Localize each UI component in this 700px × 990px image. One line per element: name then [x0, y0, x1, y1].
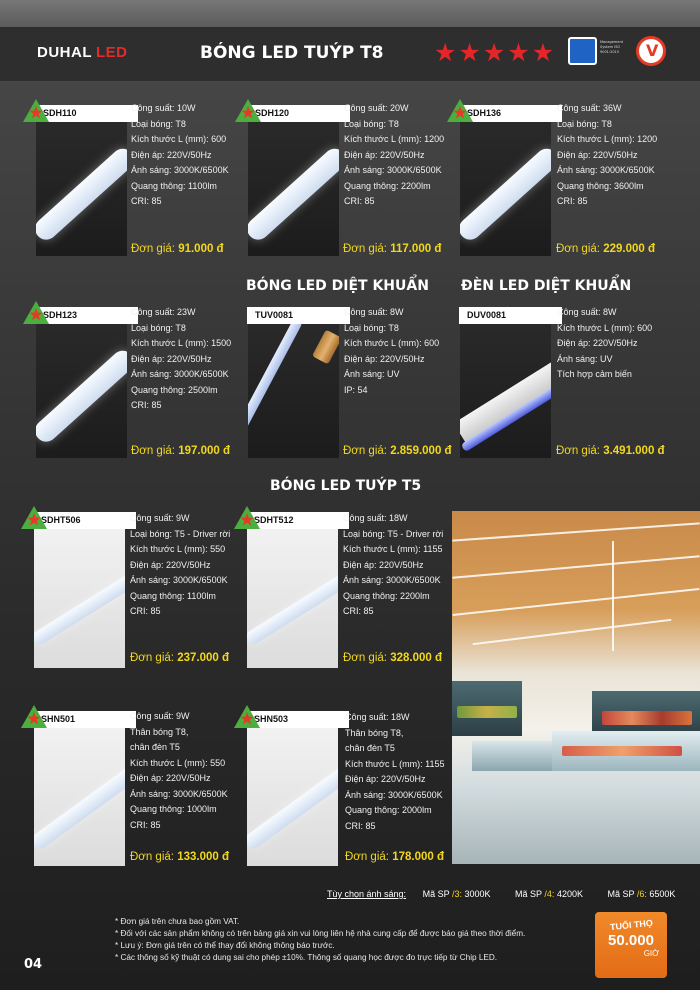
spec-line: Điện áp: 220V/50Hz [130, 559, 211, 570]
star-icon: ★ [434, 38, 457, 67]
footnote: * Lưu ý: Đơn giá trên có thể thay đổi không thông báo trước. [115, 941, 335, 950]
product-image [248, 105, 339, 256]
spec-line: Công suất: 23W [131, 307, 196, 317]
price-label: Đơn giá: [343, 445, 387, 457]
color-option-3000k [423, 889, 513, 899]
spec-line: Điện áp: 220V/50Hz [131, 149, 212, 160]
spec-line: Ánh sáng: 3000K/6500K [345, 789, 443, 800]
spec-line: Ánh sáng: 3000K/6500K [343, 575, 441, 585]
product-image [34, 712, 125, 866]
spec-line: Công suất: 20W [344, 103, 409, 113]
price [343, 652, 442, 664]
option-value: 3000K [464, 889, 491, 899]
price [345, 851, 444, 863]
star-badge-icon [20, 505, 48, 533]
option-suffix: /6: [636, 889, 647, 899]
spec-line: chân đèn T5 [130, 742, 180, 752]
price-value: 91.000 đ [178, 243, 224, 255]
price [343, 445, 452, 457]
star-icon: ★ [458, 38, 481, 67]
product-code: SDH110 [35, 105, 138, 122]
section-title-antibacterial-lamp: ĐÈN LED DIỆT KHUẨN [461, 278, 632, 294]
tuv-certification-icon [568, 37, 597, 65]
spec-line: Loại bóng: T8 [557, 118, 612, 129]
spec-list [557, 101, 657, 210]
spec-line: Kích thước L (mm): 550 [130, 544, 226, 554]
page-title: BÓNG LED TUÝP T8 [200, 43, 384, 63]
spec-line: chân đèn T5 [345, 743, 395, 753]
spec-line: Công suất: 8W [344, 307, 404, 317]
spec-line: Quang thông: 2200lm [343, 590, 430, 601]
spec-line: Kích thước L (mm): 550 [130, 757, 226, 768]
price [343, 243, 441, 255]
spec-line: Công suất: 18W [345, 712, 410, 722]
star-badge-icon [446, 98, 474, 126]
product-image [247, 514, 338, 668]
price [130, 851, 229, 863]
quality-seal-icon: V [636, 36, 666, 66]
option-prefix: Mã SP [422, 889, 450, 899]
spec-line: Ánh sáng: UV [557, 353, 613, 364]
star-icon: ★ [531, 38, 555, 67]
color-option-6500k [607, 889, 675, 899]
page-number: 04 [24, 957, 43, 972]
price [556, 243, 655, 255]
price [556, 445, 665, 457]
price-label: Đơn giá: [343, 652, 387, 664]
spec-line: Quang thông: 2200lm [344, 180, 431, 191]
brand-name: DUHAL [37, 44, 92, 61]
spec-line: Ánh sáng: 3000K/6500K [131, 165, 229, 175]
tube-icon [248, 144, 339, 244]
star-icon: ★ [482, 38, 506, 67]
rating-stars [434, 40, 554, 65]
star-badge-icon [20, 704, 48, 732]
section-title-antibacterial-tube: BÓNG LED DIỆT KHUẨN [246, 278, 429, 294]
spec-line: CRI: 85 [345, 820, 376, 831]
spec-line: Điện áp: 220V/50Hz [131, 353, 212, 364]
spec-line: Ánh sáng: 3000K/6500K [131, 369, 229, 379]
tube-icon [247, 569, 338, 647]
tube-icon [36, 346, 127, 446]
spec-line: Công suất: 10W [131, 103, 196, 113]
price-value: 133.000 đ [177, 851, 229, 863]
lifetime-unit: GIỜ [643, 949, 659, 958]
spec-line: Điện áp: 220V/50Hz [345, 774, 426, 784]
lifetime-badge [595, 912, 667, 978]
supermarket-photo [452, 511, 700, 864]
certification-caption: Management System ISO 9001:2015 [600, 40, 624, 54]
price [131, 243, 224, 255]
footnote: * Đơn giá trên chưa bao gồm VAT. [115, 917, 240, 926]
spec-list [130, 511, 230, 620]
price-label: Đơn giá: [130, 652, 174, 664]
color-option-4200k [515, 889, 605, 899]
product-image [36, 307, 127, 458]
spec-line: Kích thước L (mm): 1155 [343, 544, 443, 554]
spec-line: Quang thông: 1000lm [130, 804, 217, 814]
price-value: 2.859.000 đ [390, 445, 452, 457]
option-value: 4200K [556, 889, 583, 899]
price-value: 3.491.000 đ [603, 445, 665, 457]
product-code: TUV0081 [247, 307, 350, 324]
spec-line: Quang thông: 3600lm [557, 180, 644, 191]
spec-line: IP: 54 [344, 384, 368, 395]
spec-line: Thân bóng T8, [130, 726, 189, 737]
option-suffix: /4: [544, 889, 555, 899]
star-badge-icon [22, 98, 50, 126]
spec-line: Kích thước L (mm): 1155 [345, 758, 445, 769]
price-label: Đơn giá: [556, 445, 600, 457]
spec-line: CRI: 85 [344, 196, 375, 206]
spec-line: Loại bóng: T5 - Driver rời [343, 528, 444, 539]
product-code: SDHT512 [246, 512, 349, 529]
option-prefix: Mã SP [607, 889, 635, 899]
product-code: SHN501 [33, 711, 136, 728]
product-code: DUV0081 [459, 307, 562, 324]
spec-line: CRI: 85 [131, 400, 162, 410]
footnotes [115, 916, 595, 964]
price-label: Đơn giá: [130, 851, 174, 863]
spec-line: Điện áp: 220V/50Hz [557, 149, 638, 160]
footnote: * Đối với các sản phẩm không có trên bảng giá xin vui lòng liên hệ nhà cung cấp để được báo giá theo thời điểm. [115, 929, 526, 938]
uv-tube-icon [248, 317, 303, 432]
price-value: 229.000 đ [603, 243, 655, 255]
tube-cap-icon [312, 330, 339, 365]
price-value: 328.000 đ [390, 652, 442, 664]
product-image [247, 712, 338, 866]
tube-icon [34, 765, 125, 851]
spec-line: Quang thông: 2500lm [131, 384, 218, 395]
tube-icon [34, 569, 125, 647]
price-value: 197.000 đ [178, 445, 230, 457]
spec-line: Công suất: 18W [343, 513, 408, 523]
spec-line: Kích thước L (mm): 600 [131, 134, 227, 144]
spec-line: Loại bóng: T5 - Driver rời [130, 528, 231, 539]
star-icon: ★ [507, 38, 530, 67]
spec-line: Công suất: 9W [130, 513, 190, 523]
spec-line: Loại bóng: T8 [131, 118, 186, 129]
spec-line: Điện áp: 220V/50Hz [557, 338, 638, 348]
spec-list [131, 101, 229, 210]
spec-line: Ánh sáng: 3000K/6500K [557, 165, 655, 175]
option-suffix: /3: [451, 889, 462, 899]
price [131, 445, 230, 457]
star-badge-icon [233, 505, 261, 533]
price-value: 178.000 đ [392, 851, 444, 863]
spec-list [130, 709, 228, 833]
spec-list [343, 511, 443, 620]
price-value: 117.000 đ [390, 243, 442, 255]
spec-line: Thân bóng T8, [345, 727, 404, 738]
tube-icon [36, 144, 127, 244]
star-badge-icon [22, 300, 50, 328]
spec-line: CRI: 85 [557, 196, 588, 206]
product-image [460, 307, 551, 458]
spec-line: Kích thước L (mm): 1200 [557, 134, 658, 144]
spec-line: Kích thước L (mm): 600 [557, 322, 653, 333]
brand-accent: LED [96, 44, 128, 61]
section-title-t5: BÓNG LED TUÝP T5 [270, 478, 422, 494]
spec-line: Quang thông: 2000lm [345, 805, 432, 815]
lifetime-value: 50.000 [608, 932, 654, 949]
product-code: SDH123 [35, 307, 138, 324]
spec-line: Điện áp: 220V/50Hz [130, 773, 211, 783]
spec-line: Quang thông: 1100lm [130, 590, 216, 601]
spec-line: Công suất: 8W [557, 307, 617, 317]
price-label: Đơn giá: [343, 243, 387, 255]
spec-line: Ánh sáng: 3000K/6500K [130, 788, 228, 799]
color-options-label: Tùy chọn ánh sáng: [327, 889, 407, 899]
spec-line: CRI: 85 [130, 819, 161, 830]
spec-line: Tích hợp cảm biến [557, 369, 632, 379]
tube-icon [460, 144, 551, 244]
spec-line: Công suất: 36W [557, 103, 622, 113]
product-code: SDHT506 [33, 512, 136, 529]
spec-line: Loại bóng: T8 [344, 118, 399, 129]
star-badge-icon [234, 98, 262, 126]
product-code: SHN503 [246, 711, 349, 728]
product-code: SDH120 [247, 105, 350, 122]
product-image [34, 514, 125, 668]
price-label: Đơn giá: [131, 243, 175, 255]
star-badge-icon [233, 704, 261, 732]
option-value: 6500K [649, 889, 676, 899]
option-prefix: Mã SP [515, 889, 542, 899]
spec-list [131, 305, 231, 414]
spec-line: CRI: 85 [131, 196, 162, 206]
spec-line: Ánh sáng: 3000K/6500K [130, 575, 228, 585]
product-image [248, 307, 339, 458]
spec-list [345, 710, 444, 834]
price-label: Đơn giá: [131, 445, 175, 457]
tube-icon [247, 765, 338, 851]
spec-line: Ánh sáng: 3000K/6500K [344, 165, 442, 175]
spec-line: Công suất: 9W [130, 711, 190, 721]
spec-line: Loại bóng: T8 [131, 322, 186, 333]
price-label: Đơn giá: [345, 851, 389, 863]
price-value: 237.000 đ [177, 652, 229, 664]
spec-line: Điện áp: 220V/50Hz [344, 149, 425, 160]
spec-line: Quang thông: 1100lm [131, 180, 217, 191]
spec-line: CRI: 85 [130, 606, 161, 616]
spec-line: Kích thước L (mm): 600 [344, 338, 440, 348]
spec-line: Kích thước L (mm): 1500 [131, 338, 232, 348]
price [130, 652, 229, 664]
spec-line: Kích thước L (mm): 1200 [344, 134, 445, 144]
product-image [460, 105, 551, 256]
spec-line: CRI: 85 [343, 606, 374, 616]
spec-list [557, 305, 652, 383]
spec-line: Điện áp: 220V/50Hz [344, 353, 425, 364]
lifetime-label: TUỔI THỌ [609, 917, 654, 933]
light-color-options [327, 889, 675, 899]
product-image [36, 105, 127, 256]
product-code: SDH136 [459, 105, 562, 122]
spec-list [344, 101, 444, 210]
price-label: Đơn giá: [556, 243, 600, 255]
brand-logo [37, 44, 128, 61]
footnote: * Các thông số kỹ thuật có dung sai cho phép ±10%. Thông số quang học được đo trực tiếp từ Chip LED. [115, 953, 498, 962]
top-band [0, 0, 700, 27]
spec-list [344, 305, 439, 398]
spec-line: Loại bóng: T8 [344, 322, 399, 333]
spec-line: Điện áp: 220V/50Hz [343, 559, 424, 570]
spec-line: Ánh sáng: UV [344, 369, 400, 379]
